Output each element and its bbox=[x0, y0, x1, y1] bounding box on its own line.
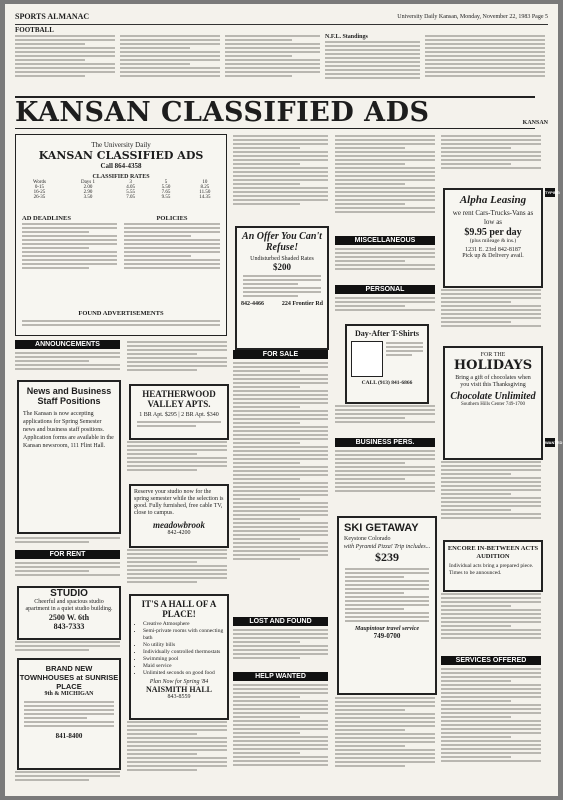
rates-cell: 16-25 bbox=[33, 190, 46, 195]
rates-cell: 26-35 bbox=[33, 195, 46, 200]
rates-cell: 7.65 bbox=[161, 190, 171, 195]
services-offered-header: SERVICES OFFERED bbox=[441, 656, 541, 665]
holidays-chocolate-ad bbox=[443, 346, 543, 460]
rates-cell: 9.55 bbox=[161, 195, 171, 200]
personal-header: PERSONAL bbox=[335, 285, 435, 294]
sports-stats-area bbox=[15, 34, 545, 92]
news-ad-body: The Kansan is now accepting applications for Spring Semester news and business staff positions. Application forms are available in the Kansan newsroom, 111 Flint Hall. bbox=[23, 411, 114, 449]
studio-title: STUDIO bbox=[50, 588, 88, 599]
rates-cell: 2.90 bbox=[83, 190, 93, 195]
encore-body: Individual acts bring a prepared piece. Times to be announced. bbox=[449, 563, 534, 576]
rates-cell: 14.35 bbox=[199, 195, 211, 200]
masthead-phone: Call 864-4358 bbox=[100, 162, 142, 170]
rates-title: CLASSIFIED RATES bbox=[92, 174, 150, 180]
rates-header: 3 bbox=[129, 180, 132, 185]
column4-text bbox=[335, 696, 435, 788]
studio-body: Cheerful and spacious studio apartment in a quiet studio building. bbox=[25, 599, 113, 612]
naismith-feature: • Maid service bbox=[143, 663, 227, 670]
offer-address: 224 Frontier Rd bbox=[281, 301, 323, 307]
column2-text bbox=[127, 720, 227, 788]
alpha-price: $9.95 per day bbox=[464, 227, 522, 238]
naismith-feature: • Swimming pool bbox=[143, 656, 227, 663]
rates-cell: 8.25 bbox=[200, 185, 210, 190]
column4-text bbox=[335, 404, 435, 434]
tshirt-icon bbox=[351, 341, 383, 377]
classified-masthead-box bbox=[15, 134, 227, 336]
personal-text bbox=[335, 296, 435, 320]
column5-text bbox=[441, 460, 541, 536]
rates-cell: 0-15 bbox=[34, 185, 45, 190]
column2-text bbox=[127, 340, 227, 380]
heatherwood-title: HEATHERWOOD VALLEY APTS. bbox=[142, 389, 216, 409]
football-heading: FOOTBALL bbox=[15, 26, 54, 34]
rates-cell: 4.05 bbox=[126, 185, 136, 190]
chocolate-logo: Chocolate Unlimited bbox=[450, 391, 536, 402]
naismith-feature: • Semi-private rooms with connecting bath bbox=[143, 628, 227, 642]
rates-table bbox=[16, 180, 226, 200]
newspaper-page bbox=[5, 4, 563, 796]
day-after-tshirts-ad bbox=[345, 324, 429, 404]
column4-text bbox=[335, 134, 435, 234]
westside-offer-ad bbox=[235, 226, 329, 350]
naismith-name: NAISMITH HALL bbox=[145, 685, 212, 694]
column5-text bbox=[441, 288, 541, 342]
announcements-header: ANNOUNCEMENTS bbox=[15, 340, 120, 349]
services-offered-text bbox=[441, 667, 541, 788]
filler-text bbox=[15, 770, 120, 788]
for-rent-header: FOR RENT bbox=[15, 550, 120, 559]
naismith-hall-ad bbox=[129, 594, 229, 720]
alpha-address: 1231 E. 23rd 842-8187 bbox=[465, 247, 521, 253]
help-wanted-header: HELP WANTED bbox=[233, 672, 328, 681]
kansan-logo: KANSAN bbox=[522, 120, 548, 126]
townhouses-title: BRAND NEW TOWNHOUSES at SUNRISE PLACE bbox=[19, 664, 119, 691]
alpha-leasing-ad bbox=[443, 188, 543, 288]
dateline: University Daily Kansan, Monday, November 22, 1983 Page 5 bbox=[397, 14, 548, 20]
masthead-line2: KANSAN CLASSIFIED ADS bbox=[38, 149, 204, 162]
column2-text bbox=[127, 548, 227, 590]
rates-cell: 11.50 bbox=[199, 190, 211, 195]
offer-phone: 842-4466 bbox=[241, 301, 264, 307]
rates-header: Words bbox=[33, 180, 46, 185]
rates-cell: 5.55 bbox=[126, 190, 136, 195]
column5-text bbox=[441, 134, 541, 184]
chocolate-location: Southern Hills Center 749-1700 bbox=[460, 402, 526, 407]
naismith-feature: • Unlimited seconds on good food bbox=[143, 670, 227, 677]
page-header bbox=[15, 12, 548, 25]
naismith-feature: • No utility bills bbox=[143, 642, 227, 649]
naismith-features bbox=[131, 621, 227, 677]
ski-getaway-ad bbox=[337, 516, 437, 695]
section-title: SPORTS ALMANAC bbox=[15, 12, 90, 21]
alpha-body: we rent Cars-Trucks-Vans as low as bbox=[452, 209, 534, 226]
masthead-line1: The University Daily bbox=[91, 141, 151, 149]
business-personal-header: BUSINESS PERS. bbox=[335, 438, 435, 447]
ski-price: $239 bbox=[375, 550, 399, 564]
townhouses-phone: 841-8400 bbox=[55, 732, 83, 740]
ski-title: SKI GETAWAY bbox=[344, 522, 419, 534]
naismith-cta: Plan Now for Spring '84 bbox=[149, 679, 209, 685]
ski-agency: Maupintour travel service bbox=[355, 626, 419, 632]
rates-cell: 2.00 bbox=[83, 185, 93, 190]
standings-title: N.F.L. Standings bbox=[325, 34, 368, 40]
studio-ad bbox=[17, 586, 121, 640]
typing-header: TYPING bbox=[545, 190, 560, 195]
tshirt-title: Day-After T-Shirts bbox=[354, 329, 420, 338]
meadowbrook-ad bbox=[129, 484, 229, 548]
policies-title: POLICIES bbox=[156, 215, 188, 222]
for-rent-text bbox=[15, 561, 120, 583]
ski-phone: 749-0700 bbox=[373, 632, 401, 640]
tshirt-phone: CALL (913) 841-6866 bbox=[361, 380, 413, 386]
naismith-title: IT'S A HALL OF A PLACE! bbox=[141, 599, 217, 619]
alpha-title: Alpha Leasing bbox=[459, 194, 527, 206]
news-ad-title: News and Business Staff Positions bbox=[26, 386, 112, 406]
for-sale-text bbox=[233, 361, 328, 613]
naismith-feature: • Individually controlled thermostats bbox=[143, 649, 227, 656]
studio-address: 2500 W. 6th bbox=[48, 613, 90, 622]
rates-header: 10 bbox=[202, 180, 208, 185]
lost-found-header: LOST AND FOUND bbox=[233, 617, 328, 626]
deadlines-title: AD DEADLINES bbox=[22, 215, 71, 222]
rates-header: Days 1 bbox=[80, 180, 95, 185]
lost-found-text bbox=[233, 628, 328, 668]
holidays-body: Bring a gift of chocolates when you visit this Thanksgiving bbox=[455, 375, 531, 388]
heatherwood-body: 1 BR Apt. $295 | 2 BR Apt. $340 bbox=[139, 412, 219, 418]
rates-cell: 5.50 bbox=[161, 185, 171, 190]
rates-cell: 7.05 bbox=[126, 195, 136, 200]
heatherwood-ad bbox=[129, 384, 229, 440]
column3-text bbox=[233, 134, 328, 224]
found-ads-title: FOUND ADVERTISEMENTS bbox=[78, 310, 164, 317]
for-sale-header: FOR SALE bbox=[233, 350, 328, 359]
holidays-for: FOR THE bbox=[480, 352, 506, 358]
alpha-cta: Pick up & Delivery avail. bbox=[462, 253, 524, 259]
meadowbrook-body: Reserve your studio now for the spring semester while the selection is good. Fully furnished, free cable TV, close to campus. bbox=[134, 489, 224, 516]
offer-title: An Offer You Can't Refuse! bbox=[242, 231, 322, 253]
ski-location: Keystone Colorado bbox=[344, 536, 391, 542]
filler-text bbox=[15, 640, 120, 654]
column2-text bbox=[127, 440, 227, 480]
classified-ads-banner: KANSAN CLASSIFIED ADS bbox=[15, 96, 535, 129]
business-personal-text bbox=[335, 449, 435, 509]
alpha-subtitle: (plus mileage & ins.) bbox=[469, 238, 517, 244]
column5-text bbox=[441, 592, 541, 652]
townhouses-ad bbox=[17, 658, 121, 770]
holidays-title: HOLIDAYS bbox=[453, 358, 533, 373]
filler-text bbox=[15, 536, 120, 546]
wanted-header: WANTED bbox=[545, 440, 563, 445]
naismith-phone: 843-8559 bbox=[167, 694, 191, 700]
naismith-feature: • Creative Atmosphere bbox=[143, 621, 227, 628]
meadowbrook-logo: meadowbrook bbox=[152, 520, 205, 530]
announcements-text bbox=[15, 351, 120, 377]
miscellaneous-text bbox=[335, 247, 435, 281]
offer-body: Undisturbed Shaded Rates bbox=[250, 256, 314, 262]
offer-price: $200 bbox=[273, 262, 291, 272]
ski-body: with Pyramid Pizza! Trip includes... bbox=[343, 544, 431, 550]
studio-phone: 843-7333 bbox=[53, 622, 85, 631]
meadowbrook-phone: 842-4200 bbox=[167, 530, 191, 536]
encore-title: ENCORE IN-BETWEEN ACTS AUDITION bbox=[447, 545, 539, 560]
rates-header: 5 bbox=[164, 180, 168, 185]
rates-cell: 3.50 bbox=[83, 195, 93, 200]
miscellaneous-header: MISCELLANEOUS bbox=[335, 236, 435, 245]
news-staff-ad bbox=[17, 380, 121, 534]
townhouses-address: 9th & MICHIGAN bbox=[44, 691, 94, 697]
help-wanted-text bbox=[233, 683, 328, 788]
encore-audition-ad bbox=[443, 540, 543, 592]
